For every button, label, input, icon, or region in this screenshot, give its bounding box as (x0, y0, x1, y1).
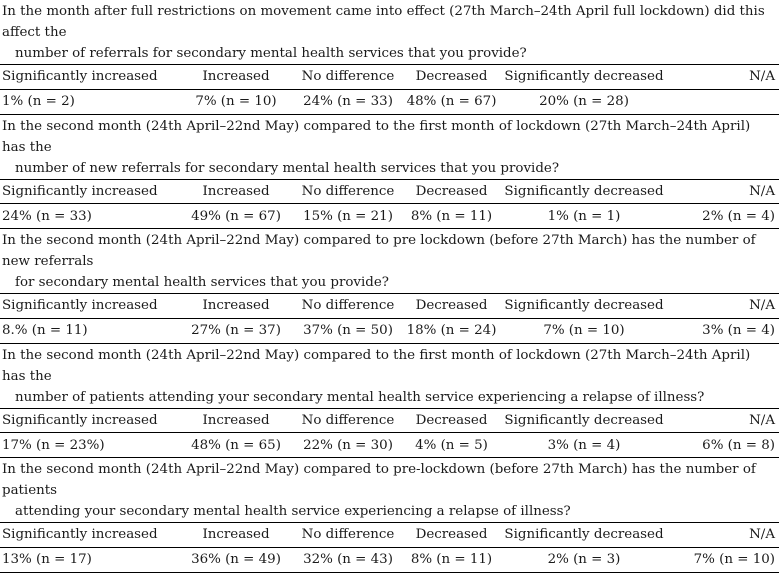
header-significantly-decreased: Significantly decreased (504, 69, 664, 85)
header-no-difference: No difference (301, 298, 395, 314)
question-text (0, 229, 779, 293)
question-block (0, 0, 779, 115)
header-row (0, 522, 779, 548)
value-cell: 7% (n = 10) (195, 94, 277, 109)
header-row (0, 408, 779, 434)
value-cell: 7% (n = 10) (543, 323, 625, 338)
value-cell: 49% (n = 67) (191, 208, 281, 224)
question-line: In the month after full restrictions on movement came into effect (27th March–24th April full lockdown) did this affect the (2, 4, 765, 40)
header-increased: Increased (202, 527, 270, 543)
values-row (0, 433, 779, 457)
question-text (0, 458, 779, 522)
value-cell: 27% (n = 37) (191, 323, 281, 338)
question-block (0, 458, 779, 573)
header-significantly-decreased: Significantly decreased (504, 412, 664, 428)
header-decreased: Decreased (415, 183, 488, 199)
value-cell: 22% (n = 30) (303, 437, 393, 453)
header-significantly-decreased: Significantly decreased (504, 183, 664, 199)
value-cell: 17% (n = 23%) (2, 437, 105, 453)
header-no-difference: No difference (301, 69, 395, 85)
value-cell: 32% (n = 43) (303, 552, 393, 567)
question-text (0, 115, 779, 179)
header-increased: Increased (202, 412, 270, 428)
value-cell: 7% (n = 10) (693, 552, 775, 567)
question-block (0, 229, 779, 344)
value-cell: 48% (n = 65) (191, 437, 281, 453)
question-line: number of new referrals for secondary mental health services that you provide? (15, 160, 559, 176)
value-cell: 3% (n = 4) (702, 323, 775, 338)
value-cell: 2% (n = 4) (702, 208, 775, 224)
header-increased: Increased (202, 69, 270, 85)
header-significantly-increased: Significantly increased (2, 183, 158, 199)
header-significantly-increased: Significantly increased (2, 69, 158, 85)
value-cell: 1% (n = 1) (547, 208, 621, 224)
value-cell: 1% (n = 2) (2, 94, 75, 109)
value-cell: 8% (n = 11) (410, 208, 493, 224)
header-decreased: Decreased (415, 298, 488, 314)
question-block (0, 115, 779, 230)
header-decreased: Decreased (415, 527, 488, 543)
value-cell: 3% (n = 4) (547, 437, 621, 453)
header-increased: Increased (202, 183, 270, 199)
values-row (0, 90, 779, 114)
question-line: for secondary mental health services that you provide? (15, 275, 389, 290)
value-cell: 48% (n = 67) (406, 94, 497, 109)
question-line: In the second month (24th April–22nd May) compared to the first month of lockdown (27th March–24th April) has the (2, 347, 751, 384)
header-na: N/A (749, 183, 775, 199)
header-no-difference: No difference (301, 412, 395, 428)
header-no-difference: No difference (301, 527, 395, 543)
value-cell: 6% (n = 8) (702, 437, 775, 453)
value-cell: 13% (n = 17) (2, 552, 92, 567)
question-line: In the second month (24th April–22nd May) compared to pre-lockdown (before 27th March) has the number of patients (2, 462, 756, 498)
header-significantly-increased: Significantly increased (2, 412, 158, 428)
header-na: N/A (749, 298, 775, 314)
header-significantly-decreased: Significantly decreased (504, 527, 664, 543)
header-na: N/A (749, 69, 775, 85)
header-significantly-increased: Significantly increased (2, 298, 158, 314)
header-no-difference: No difference (301, 183, 395, 199)
value-cell: 18% (n = 24) (406, 323, 497, 338)
value-cell: 37% (n = 50) (303, 323, 393, 338)
header-significantly-decreased: Significantly decreased (504, 298, 664, 314)
header-row (0, 293, 779, 319)
header-increased: Increased (202, 298, 270, 314)
value-cell: 4% (n = 5) (415, 437, 488, 453)
value-cell: 36% (n = 49) (191, 552, 281, 567)
values-row (0, 204, 779, 228)
value-cell: 24% (n = 33) (2, 208, 92, 224)
question-line: In the second month (24th April–22nd May) compared to the first month of lockdown (27th March–24th April) has the (2, 118, 751, 155)
header-na: N/A (749, 412, 775, 428)
value-cell: 20% (n = 28) (539, 94, 629, 109)
values-row (0, 319, 779, 343)
question-text (0, 0, 779, 64)
header-row (0, 64, 779, 90)
question-block (0, 344, 779, 459)
values-row (0, 548, 779, 572)
value-cell: 8% (n = 11) (410, 552, 493, 567)
header-decreased: Decreased (415, 412, 488, 428)
header-na: N/A (749, 527, 775, 543)
question-text (0, 344, 779, 408)
header-decreased: Decreased (415, 69, 488, 85)
question-line: In the second month (24th April–22nd May) compared to pre lockdown (before 27th March) has the number of new referrals (2, 233, 756, 269)
value-cell: 15% (n = 21) (303, 208, 393, 224)
value-cell: 2% (n = 3) (547, 552, 621, 567)
question-line: number of patients attending your secondary mental health service experiencing a relapse of illness? (15, 389, 705, 405)
question-line: number of referrals for secondary mental health services that you provide? (15, 46, 527, 61)
header-significantly-increased: Significantly increased (2, 527, 158, 543)
header-row (0, 179, 779, 205)
value-cell: 24% (n = 33) (303, 94, 393, 109)
value-cell: 8.% (n = 11) (2, 323, 88, 338)
question-line: attending your secondary mental health service experiencing a relapse of illness? (15, 504, 571, 519)
